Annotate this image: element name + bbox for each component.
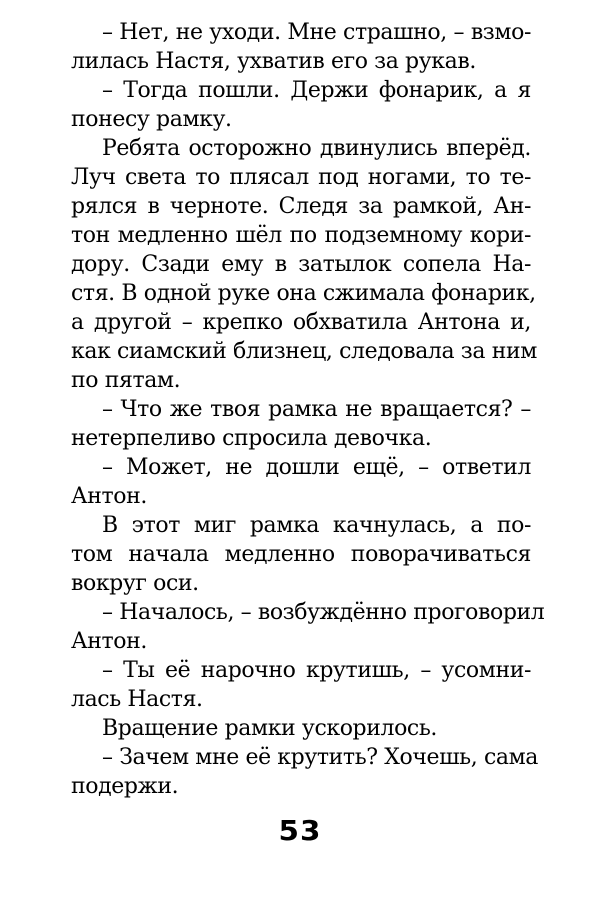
text-line: Антон. — [71, 629, 147, 654]
text-line: – Началось, – возбуждённо проговорил — [102, 600, 545, 625]
text-line: Луч света то плясал под ногами, то те- — [71, 165, 531, 190]
text-line: подержи. — [71, 774, 179, 799]
text-line: В этот миг рамка качнулась, а по- — [102, 513, 531, 538]
text-line: тон медленно шёл по подземному кори- — [71, 223, 531, 248]
text-line: – Может, не дошли ещё, – ответил — [102, 455, 531, 480]
text-line: – Что же твоя рамка не вращается? – — [102, 397, 531, 422]
text-line: понесу рамку. — [71, 107, 232, 132]
text-line: Вращение рамки ускорилось. — [102, 716, 438, 741]
text-line: – Ты её нарочно крутишь, – усомни- — [102, 658, 531, 683]
text-line: – Зачем мне её крутить? Хочешь, сама — [102, 745, 539, 770]
text-line: – Нет, не уходи. Мне страшно, – взмо- — [102, 20, 531, 45]
text-line: по пятам. — [71, 368, 181, 393]
text-line: как сиамский близнец, следовала за ним — [71, 339, 537, 364]
text-line: стя. В одной руке она сжимала фонарик, — [71, 281, 536, 306]
text-line: а другой – крепко обхватила Антона и, — [71, 310, 531, 335]
text-line: том начала медленно поворачиваться — [71, 542, 531, 567]
text-line: лилась Настя, ухватив его за рукав. — [71, 49, 476, 74]
text-line: вокруг оси. — [71, 571, 199, 596]
page-number: 53 — [278, 814, 322, 847]
text-line: рялся в черноте. Следя за рамкой, Ан- — [71, 194, 531, 219]
text-line: Ребята осторожно двинулись вперёд. — [102, 136, 531, 161]
text-line: дору. Сзади ему в затылок сопела На- — [71, 252, 531, 277]
text-line: – Тогда пошли. Держи фонарик, а я — [102, 78, 531, 103]
text-line: нетерпеливо спросила девочка. — [71, 426, 432, 451]
book-page-text — [71, 18, 545, 801]
text-line: Антон. — [71, 484, 147, 509]
text-line: лась Настя. — [71, 687, 203, 712]
